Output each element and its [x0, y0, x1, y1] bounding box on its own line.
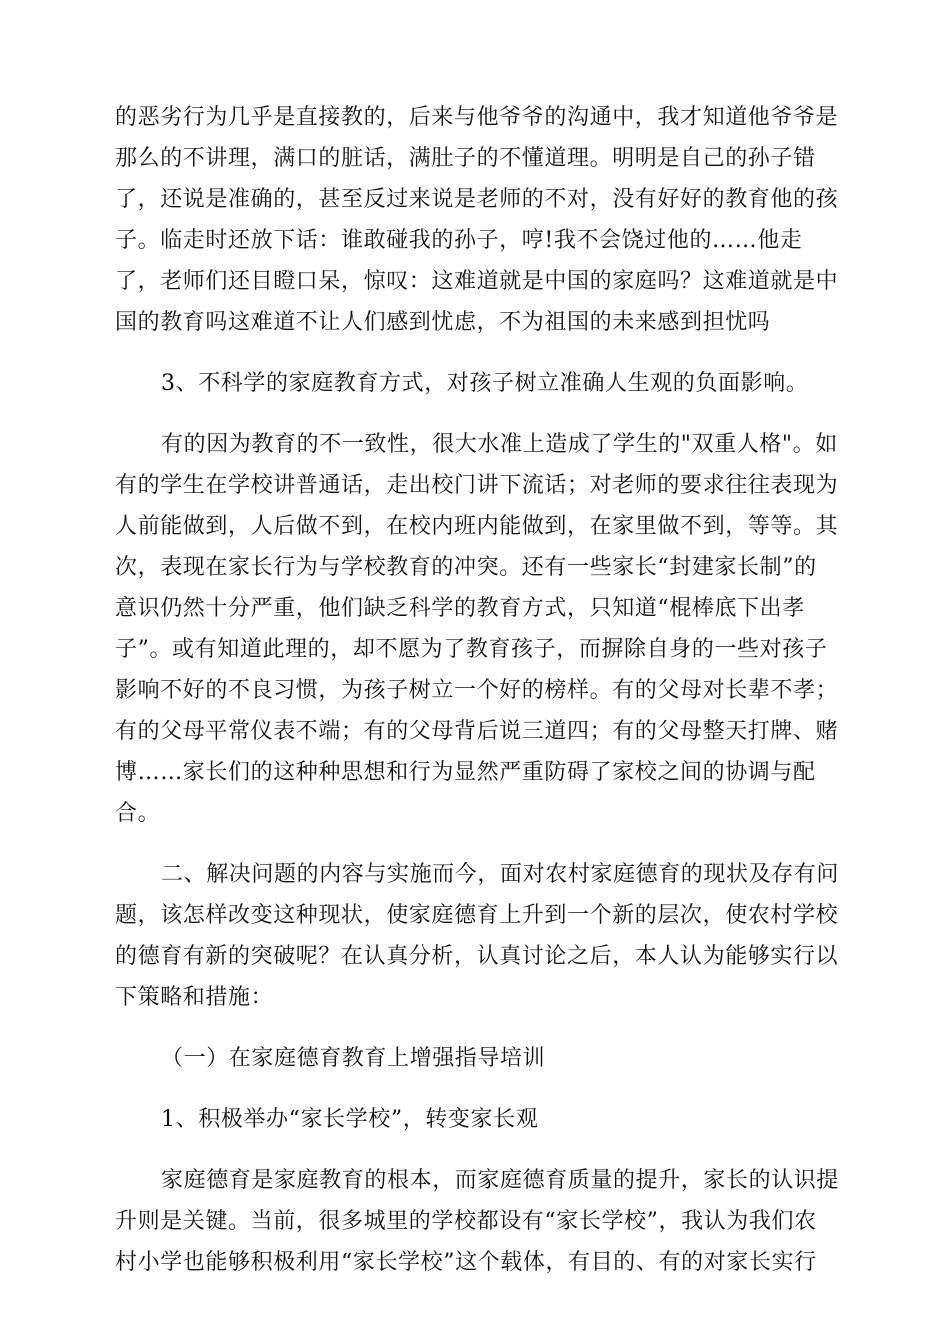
text-line: 下策略和措施： [115, 985, 274, 1010]
text-line: 了，老师们还目瞪口呆，惊叹：这难道就是中国的家庭吗？这难道就是中 [115, 269, 839, 294]
subheading-guidance-training [115, 1038, 835, 1079]
text-line: 的德育有新的突破呢？在认真分析，认真讨论之后，本人认为能够实行以 [115, 944, 839, 969]
text-line: 的恶劣行为几乎是直接教的，后来与他爷爷的沟通中，我才知道他爷爷是 [115, 105, 839, 130]
text-line: 影响不好的不良习惯，为孩子树立一个好的榜样。有的父母对长辈不孝； [115, 678, 839, 703]
text-line: 子”。或有知道此理的，却不愿为了教育孩子，而摒除自身的一些对孩子 [115, 637, 828, 662]
text-line: 博……家长们的这种种思想和行为显然严重防碍了家校之间的协调与配 [115, 760, 816, 785]
text-line: 那么的不讲理，满口的脏话，满肚子的不懂道理。明明是自己的孙子错 [115, 146, 816, 171]
paragraph-family-moral-education [115, 1160, 840, 1283]
text-line: 人前能做到，人后做不到，在校内班内能做到，在家里做不到，等等。其 [115, 514, 839, 539]
document-page [115, 97, 840, 1283]
text-line: 次，表现在家长行为与学校教育的冲突。还有一些家长“封建家长制”的 [115, 555, 817, 580]
text-line: 合。 [115, 801, 161, 826]
text-line: 子。临走时还放下话：谁敢碰我的孙子，哼!我不会饶过他的……他走 [115, 228, 803, 253]
text-line: 1、积极举办“家长学校”，转变家长观 [161, 1107, 539, 1132]
text-line: 意识仍然十分严重，他们缺乏科学的教育方式，只知道“棍棒底下出孝 [115, 596, 805, 621]
subheading-parent-school [115, 1099, 835, 1140]
text-line: （一）在家庭德育教育上增强指导培训 [161, 1046, 546, 1071]
text-line: 国的教育吗这难道不让人们感到忧虑，不为祖国的未来感到担忧吗 [115, 310, 771, 335]
text-line: 二、解决问题的内容与实施而今，面对农村家庭德育的现状及存有问 [161, 862, 840, 887]
heading-3-unscientific-education [115, 363, 835, 404]
text-line: 了，还说是准确的，甚至反过来说是老师的不对，没有好好的教育他的孩 [115, 187, 839, 212]
section-2-solutions [115, 854, 840, 1018]
text-line: 村小学也能够积极利用“家长学校”这个载体，有目的、有的对家长实行 [115, 1250, 817, 1275]
paragraph-1 [115, 97, 839, 343]
text-line: 题，该怎样改变这种现状，使家庭德育上升到一个新的层次，使农村学校 [115, 903, 839, 928]
paragraph-dual-personality [115, 424, 839, 834]
text-line: 有的父母平常仪表不端；有的父母背后说三道四；有的父母整天打牌、赌 [115, 719, 839, 744]
text-line: 升则是关键。当前，很多城里的学校都设有“家长学校”，我认为我们农 [115, 1209, 817, 1234]
text-line: 家庭德育是家庭教育的根本，而家庭德育质量的提升，家长的认识提 [161, 1168, 840, 1193]
text-line: 有的因为教育的不一致性，很大水准上造成了学生的"双重人格"。如 [161, 432, 838, 457]
text-line: 有的学生在学校讲普通话，走出校门讲下流话；对老师的要求往往表现为 [115, 473, 839, 498]
text-line: 3、不科学的家庭教育方式，对孩子树立准确人生观的负面影响。 [161, 371, 809, 396]
